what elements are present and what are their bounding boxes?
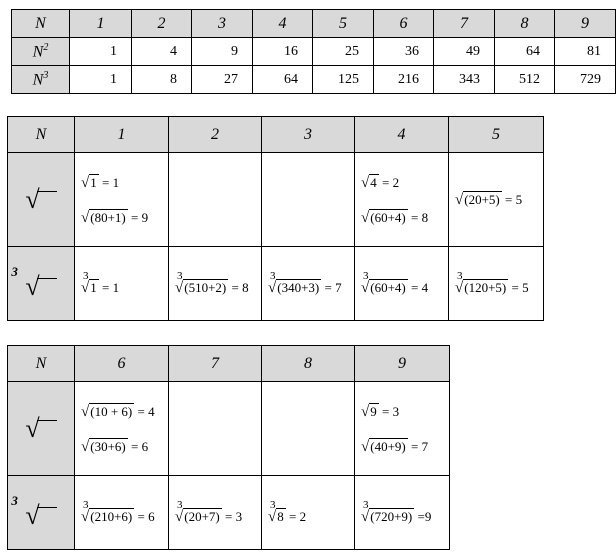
cube-root-label bbox=[8, 476, 75, 550]
root-equation bbox=[81, 500, 168, 525]
root-equation bbox=[81, 438, 168, 455]
powers-table bbox=[11, 9, 616, 94]
cube-root-label bbox=[8, 247, 75, 321]
square-root-cell bbox=[75, 153, 169, 247]
cube-root-cell bbox=[169, 247, 262, 321]
root-result: = 6 bbox=[134, 509, 155, 524]
cube-root-cell bbox=[75, 476, 169, 550]
cube-root-cell bbox=[449, 247, 544, 321]
squares-row bbox=[12, 38, 616, 66]
radical-icon: √ bbox=[361, 438, 370, 455]
radical-expression bbox=[361, 174, 379, 191]
root-index: 3 bbox=[363, 499, 369, 511]
cubes-row bbox=[12, 66, 616, 94]
radical-icon: √ bbox=[81, 438, 90, 455]
header-cell: 3 bbox=[192, 10, 253, 38]
radical-icon: √ bbox=[268, 280, 277, 296]
header-cell: 9 bbox=[355, 346, 450, 382]
root-index: 3 bbox=[177, 499, 183, 511]
header-cell: 1 bbox=[70, 10, 132, 38]
root-equation bbox=[361, 500, 449, 525]
root-result: = 3 bbox=[221, 509, 243, 524]
header-cell: N bbox=[12, 10, 70, 38]
value-cell: 512 bbox=[495, 66, 555, 94]
value-cell: 216 bbox=[374, 66, 434, 94]
square-root-row bbox=[8, 153, 544, 247]
root-index: 3 bbox=[363, 270, 369, 282]
roots-header-row bbox=[8, 117, 544, 153]
radical-icon: √ bbox=[361, 509, 370, 525]
root-equation bbox=[175, 271, 261, 296]
radical-icon: √ bbox=[361, 280, 370, 296]
root-equation bbox=[81, 271, 168, 296]
root-result: = 1 bbox=[98, 174, 120, 190]
root-result: =9 bbox=[414, 509, 432, 524]
header-cell: 3 bbox=[262, 117, 355, 153]
radicand: 9 bbox=[370, 403, 377, 419]
root-equation bbox=[268, 500, 354, 525]
radicand: (60+4) bbox=[370, 280, 406, 295]
header-cell: 6 bbox=[75, 346, 169, 382]
cube-root-cell bbox=[75, 247, 169, 321]
square-root-cell bbox=[355, 382, 450, 476]
square-root-row bbox=[8, 382, 450, 476]
root-equation bbox=[361, 438, 449, 455]
square-root-icon: √ bbox=[25, 185, 56, 214]
radicand: (20+5) bbox=[464, 192, 500, 207]
radicand: (210+6) bbox=[90, 509, 133, 524]
radical-icon: √ bbox=[175, 509, 184, 525]
root-index: 3 bbox=[83, 270, 89, 282]
value-cell: 729 bbox=[555, 66, 616, 94]
cube-root-cell bbox=[169, 476, 262, 550]
cube-root-row bbox=[8, 476, 450, 550]
header-cell: 5 bbox=[313, 10, 374, 38]
value-cell: 64 bbox=[495, 38, 555, 66]
radicand: (510+2) bbox=[184, 280, 227, 295]
radical-expression bbox=[361, 271, 408, 296]
radical-expression bbox=[81, 174, 99, 191]
radical-expression bbox=[81, 403, 134, 420]
cube-root-cell bbox=[262, 247, 355, 321]
radical-icon: √ bbox=[361, 174, 370, 191]
header-cell: N bbox=[8, 117, 75, 153]
radical-icon: √ bbox=[455, 192, 464, 208]
cube-root-cell bbox=[355, 476, 450, 550]
radical-expression bbox=[81, 271, 99, 296]
radical-icon: √ bbox=[81, 403, 90, 420]
root-equation bbox=[361, 271, 448, 296]
radicand: 4 bbox=[370, 174, 377, 190]
square-root-cell bbox=[449, 153, 544, 247]
header-cell: 4 bbox=[253, 10, 313, 38]
roots-header-row bbox=[8, 346, 450, 382]
root-result: = 8 bbox=[407, 209, 429, 225]
square-root-cell bbox=[262, 382, 355, 476]
root-result: = 9 bbox=[127, 209, 149, 225]
radical-expression bbox=[81, 438, 128, 455]
value-cell: 125 bbox=[313, 66, 374, 94]
value-cell: 64 bbox=[253, 66, 313, 94]
root-index: 3 bbox=[270, 499, 276, 511]
cube-root-cell bbox=[355, 247, 449, 321]
value-cell: 81 bbox=[555, 38, 616, 66]
radicand: (340+3) bbox=[277, 280, 320, 295]
radicand: (20+7) bbox=[184, 509, 220, 524]
cube-root-row bbox=[8, 247, 544, 321]
header-cell: 2 bbox=[132, 10, 192, 38]
root-result: = 8 bbox=[228, 280, 249, 295]
square-root-cell bbox=[75, 382, 169, 476]
root-equation bbox=[81, 403, 168, 420]
root-equation bbox=[175, 500, 261, 525]
value-cell: 36 bbox=[374, 38, 434, 66]
value-cell: 27 bbox=[192, 66, 253, 94]
spacer bbox=[361, 191, 448, 209]
radical-icon: √ bbox=[175, 280, 184, 296]
radicand: (10 + 6) bbox=[90, 403, 133, 419]
value-cell: 1 bbox=[70, 38, 132, 66]
radical-icon: √ bbox=[361, 403, 370, 420]
root-index: 3 bbox=[83, 499, 89, 511]
value-cell: 25 bbox=[313, 38, 374, 66]
cube-root-icon: 3 √ bbox=[25, 265, 56, 302]
header-cell: 2 bbox=[169, 117, 262, 153]
square-root-cell bbox=[169, 382, 262, 476]
root-result: = 2 bbox=[285, 509, 307, 524]
square-root-label bbox=[8, 153, 75, 247]
header-cell: 7 bbox=[434, 10, 495, 38]
radicand: (30+6) bbox=[90, 438, 126, 454]
root-result: = 3 bbox=[378, 403, 400, 419]
root-index: 3 bbox=[177, 270, 183, 282]
root-equation bbox=[361, 209, 448, 226]
root-result: = 2 bbox=[378, 174, 400, 190]
radicand: (720+9) bbox=[370, 509, 413, 524]
radicand: 1 bbox=[90, 174, 97, 190]
roots-table-6-to-9 bbox=[7, 345, 450, 550]
root-result: = 1 bbox=[98, 280, 120, 295]
radical-icon: √ bbox=[81, 209, 90, 226]
square-root-cell bbox=[262, 153, 355, 247]
root-equation bbox=[361, 174, 448, 191]
root-equation bbox=[361, 403, 449, 420]
value-cell: 49 bbox=[434, 38, 495, 66]
cube-root-icon: 3 √ bbox=[25, 494, 56, 531]
spacer bbox=[81, 420, 168, 438]
value-cell: 4 bbox=[132, 38, 192, 66]
root-index: 3 bbox=[457, 270, 463, 282]
spacer bbox=[81, 191, 168, 209]
root-equation bbox=[455, 271, 543, 296]
radical-expression bbox=[361, 500, 414, 525]
radical-expression bbox=[175, 500, 222, 525]
square-root-cell bbox=[169, 153, 262, 247]
radicand: (120+5) bbox=[464, 280, 507, 295]
row-label-cube: $N^3$ bbox=[12, 66, 70, 94]
radical-icon: √ bbox=[268, 509, 277, 525]
radical-icon: √ bbox=[455, 280, 464, 296]
root-equation bbox=[268, 271, 354, 296]
radical-expression bbox=[455, 191, 502, 208]
radical-expression bbox=[361, 403, 379, 420]
header-cell: 8 bbox=[495, 10, 555, 38]
header-cell: 1 bbox=[75, 117, 169, 153]
square-root-icon: √ bbox=[25, 414, 56, 443]
header-cell: 8 bbox=[262, 346, 355, 382]
radicand: (60+4) bbox=[370, 209, 406, 225]
radical-expression bbox=[361, 438, 408, 455]
root-equation bbox=[455, 191, 543, 208]
root-result: = 5 bbox=[508, 280, 529, 295]
radicand: 1 bbox=[90, 280, 97, 295]
cube-root-cell bbox=[262, 476, 355, 550]
value-cell: 1 bbox=[70, 66, 132, 94]
powers-header-row bbox=[12, 10, 616, 38]
row-label-square: $N^2$ bbox=[12, 38, 70, 66]
root-equation bbox=[81, 174, 168, 191]
header-cell: 9 bbox=[555, 10, 616, 38]
header-cell: 4 bbox=[355, 117, 449, 153]
roots-table-1-to-5 bbox=[7, 116, 544, 321]
radical-icon: √ bbox=[361, 209, 370, 226]
radical-icon: √ bbox=[81, 174, 90, 191]
radical-icon: √ bbox=[81, 280, 90, 296]
value-cell: 343 bbox=[434, 66, 495, 94]
radical-expression bbox=[81, 500, 134, 525]
radical-expression bbox=[175, 271, 228, 296]
value-cell: 8 bbox=[132, 66, 192, 94]
value-cell: 16 bbox=[253, 38, 313, 66]
radicand: (40+9) bbox=[370, 438, 406, 454]
root-result: = 6 bbox=[127, 438, 149, 454]
header-cell: 5 bbox=[449, 117, 544, 153]
header-cell: N bbox=[8, 346, 75, 382]
radicand: 8 bbox=[277, 509, 284, 524]
radical-expression bbox=[361, 209, 408, 226]
radical-expression bbox=[81, 209, 128, 226]
value-cell: 9 bbox=[192, 38, 253, 66]
radicand: (80+1) bbox=[90, 209, 126, 225]
square-root-label bbox=[8, 382, 75, 476]
root-result: = 5 bbox=[501, 192, 523, 207]
root-result: = 4 bbox=[134, 403, 155, 419]
radical-icon: √ bbox=[81, 509, 90, 525]
root-result: = 4 bbox=[407, 280, 429, 295]
header-cell: 6 bbox=[374, 10, 434, 38]
root-result: = 7 bbox=[407, 438, 429, 454]
root-result: = 7 bbox=[321, 280, 342, 295]
root-index: 3 bbox=[270, 270, 276, 282]
radical-expression bbox=[268, 500, 286, 525]
header-cell: 7 bbox=[169, 346, 262, 382]
radical-expression bbox=[268, 271, 321, 296]
spacer bbox=[361, 420, 449, 438]
root-equation bbox=[81, 209, 168, 226]
radical-expression bbox=[455, 271, 508, 296]
square-root-cell bbox=[355, 153, 449, 247]
